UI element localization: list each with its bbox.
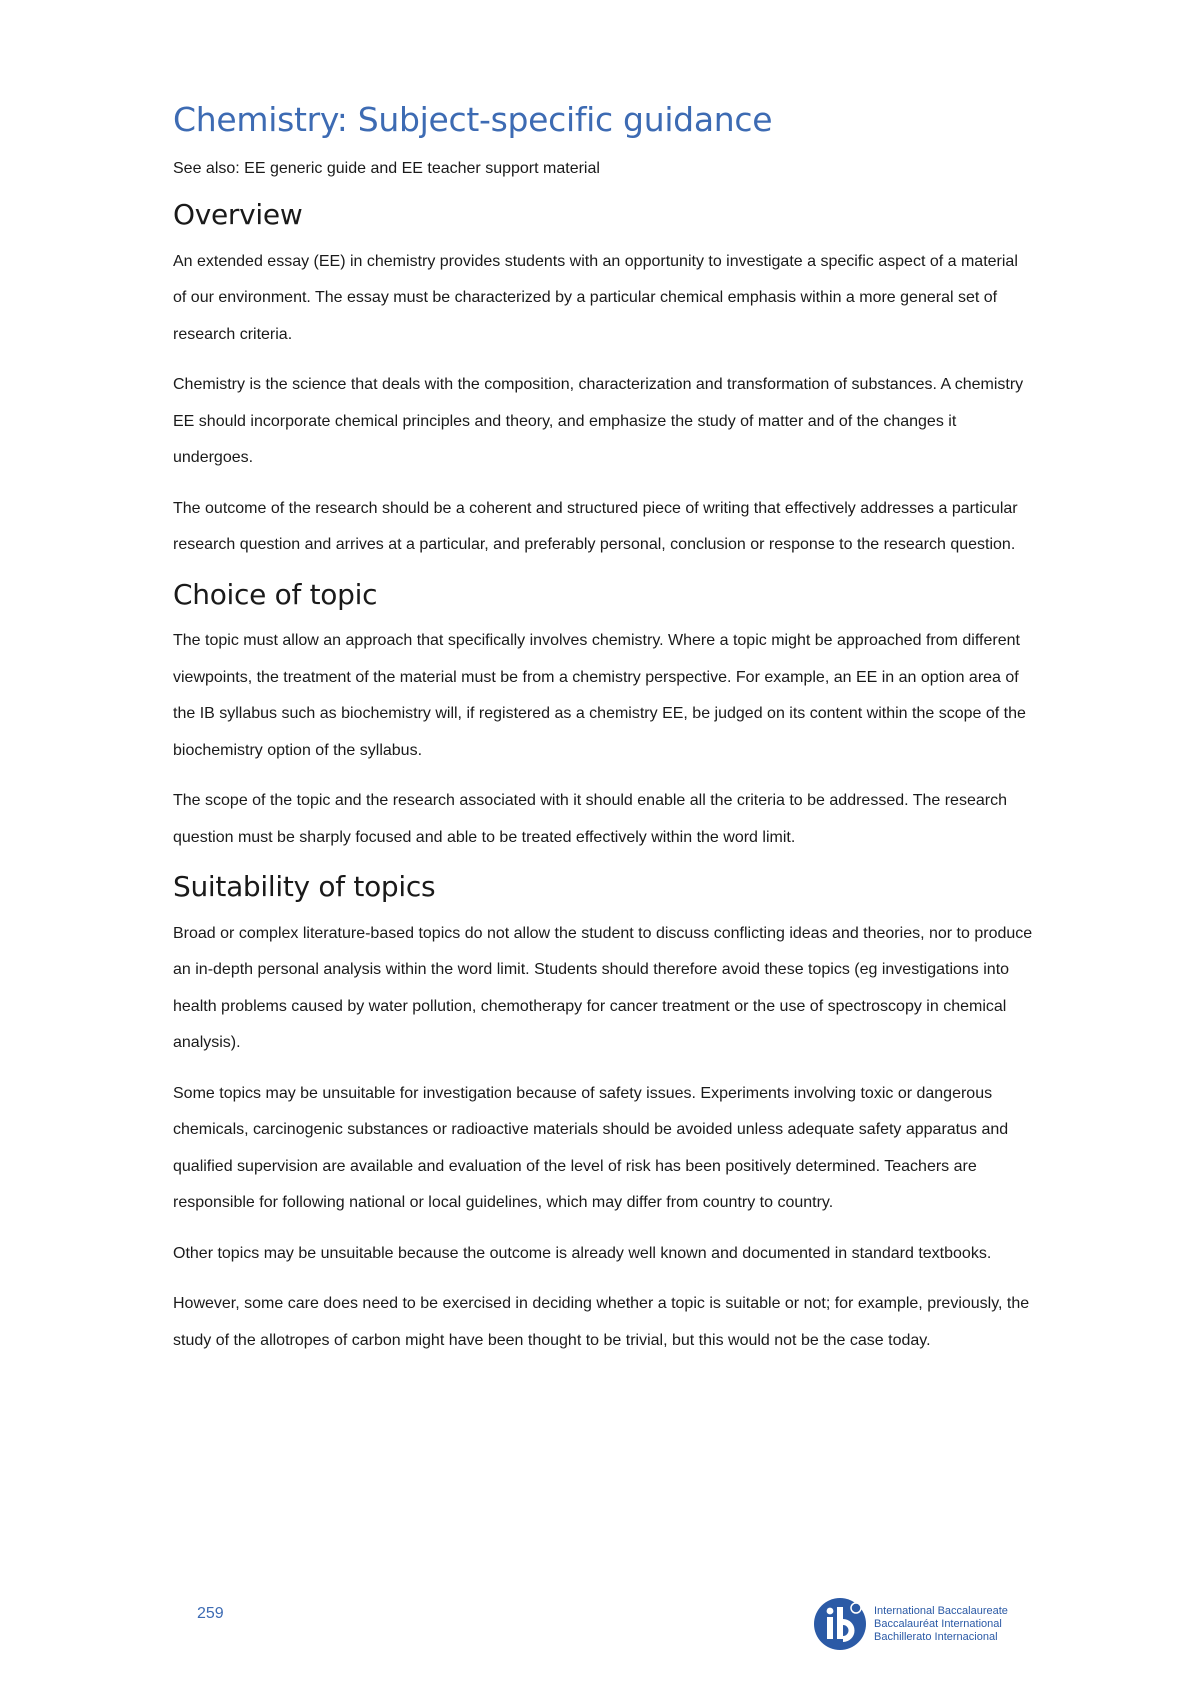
page-number: 259 (197, 1605, 224, 1622)
section-heading: Suitability of topics (173, 870, 436, 904)
paragraph: Chemistry is the science that deals with the composition, characterization and transformation of substances. A chemistry EE should incorporate chemical principles and theory, and emphasize the study of matter and of the changes it undergoes. (173, 376, 1024, 467)
paragraph: An extended essay (EE) in chemistry provides students with an opportunity to investigate a specific aspect of a material of our environment. The essay must be characterized by a particular chemical emphasis within a more general set of research criteria. (173, 252, 1018, 343)
logo-line: International Baccalaureate (874, 1604, 1008, 1617)
page-title: Chemistry: Subject-specific guidance (173, 100, 773, 139)
document-page (173, 100, 1033, 1373)
section-overview (173, 198, 1033, 564)
ib-logo-icon (812, 1596, 868, 1652)
logo-line: Bachillerato Internacional (874, 1630, 998, 1643)
see-also-line: See also: EE generic guide and EE teacher support material (173, 159, 600, 177)
paragraph: However, some care does need to be exercised in deciding whether a topic is suitable or not; for example, previously, the study of the allotropes of carbon might have been thought to be trivial, but this would not be the case today. (173, 1295, 1030, 1349)
section-heading: Choice of topic (173, 577, 378, 611)
paragraph: The scope of the topic and the research associated with it should enable all the criteria to be addressed. The research question must be sharply focused and able to be treated effectively within the word limit. (173, 792, 1007, 846)
paragraph: Other topics may be unsuitable because the outcome is already well known and documented in standard textbooks. (173, 1244, 992, 1262)
paragraph: Broad or complex literature-based topics do not allow the student to discuss conflicting ideas and theories, nor to produce an in-depth personal analysis within the word limit. Students should therefore avoid these topics (eg investigations into health problems caused by water pollution, chemotherapy for cancer treatment or the use of spectroscopy in chemical analysis). (173, 924, 1033, 1052)
ib-logo-wordmark (874, 1605, 1008, 1644)
section-heading: Overview (173, 197, 303, 231)
logo-line: Baccalauréat International (874, 1617, 1002, 1630)
ib-logo (812, 1596, 1008, 1652)
paragraph: The topic must allow an approach that specifically involves chemistry. Where a topic might be approached from different viewpoints, the treatment of the material must be from a chemistry perspective. For example, an EE in an option area of the IB syllabus such as biochemistry will, if registered as a chemistry EE, be judged on its content within the scope of the biochemistry option of the syllabus. (173, 632, 1026, 759)
paragraph: The outcome of the research should be a coherent and structured piece of writing that effectively addresses a particular research question and arrives at a particular, and preferably personal, conclusion or response to the research question. (173, 499, 1018, 554)
paragraph: Some topics may be unsuitable for investigation because of safety issues. Experiments involving toxic or dangerous chemicals, carcinogenic substances or radioactive materials should be avoided unless adequate safety apparatus and qualified supervision are available and evaluation of the level of risk has been positively determined. Teachers are responsible for following national or local guidelines, which may differ from country to country. (173, 1084, 1009, 1212)
section-suitability-of-topics (173, 870, 1033, 1359)
section-choice-of-topic (173, 578, 1033, 857)
